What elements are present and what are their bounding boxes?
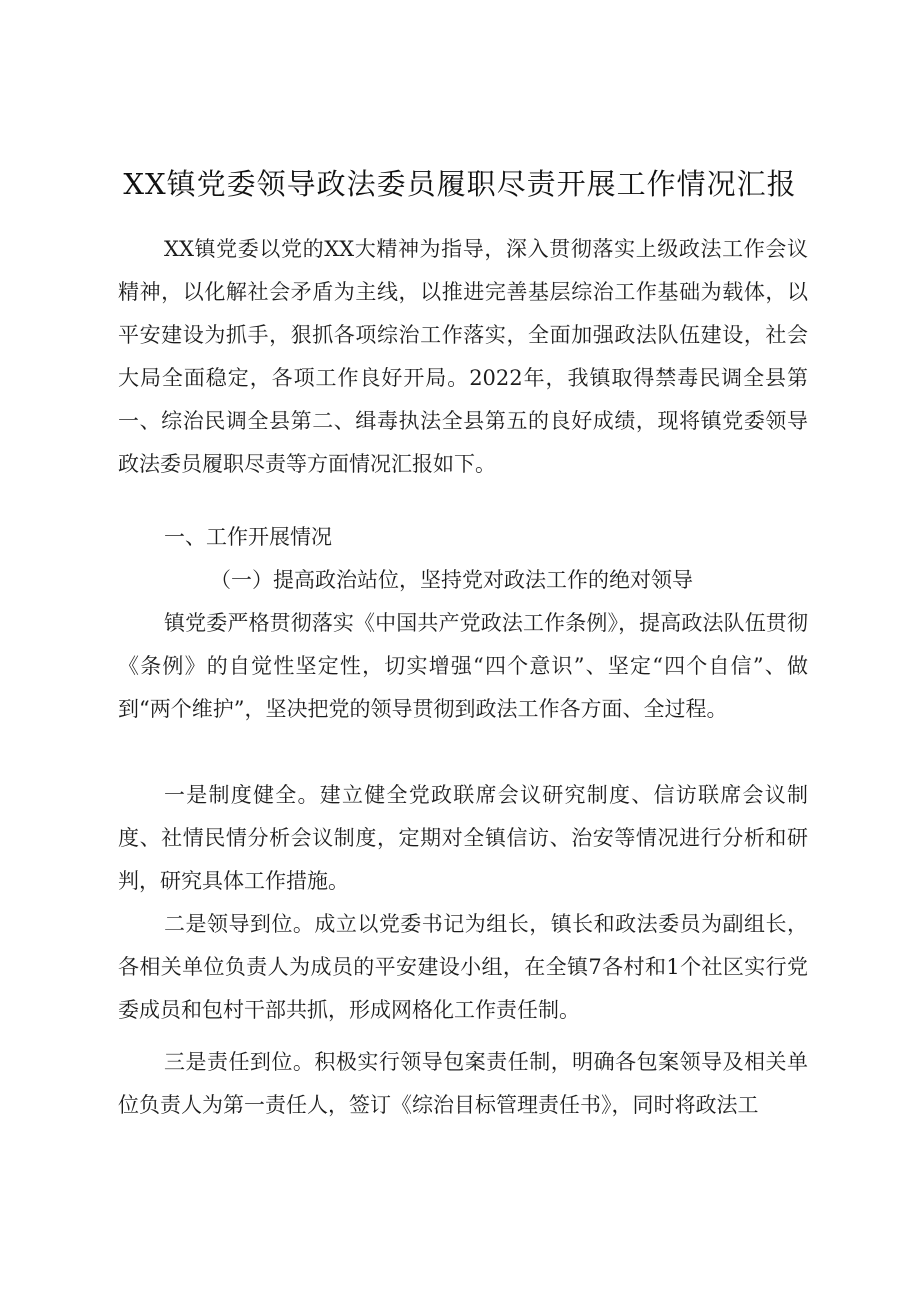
- paragraph-responsibility: 三是责任到位。积极实行领导包案责任制，明确各包案领导及相关单位负责人为第一责任人，签订《综治目标管理责任书》，同时将政法工: [118, 1050, 808, 1117]
- paragraph-leadership: 镇党委严格贯彻落实《中国共产党政法工作条例》，提高政法队伍贯彻《条例》的自觉性坚定性，切实增强“四个意识”、坚定“四个自信”、做到“两个维护”，坚决把党的领导贯彻到政法工作各方面、全过程。: [118, 611, 808, 721]
- document-title: XX镇党委领导政法委员履职尽责开展工作情况汇报: [123, 167, 797, 201]
- intro-paragraph: XX镇党委以党的XX大精神为指导，深入贯彻落实上级政法工作会议精神，以化解社会矛盾为主线，以推进完善基层综治工作基础为载体，以平安建设为抓手，狠抓各项综治工作落实，全面加强政法队伍建设，社会大局全面稳定，各项工作良好开局。2022年，我镇取得禁毒民调全县第一、综治民调全县第二、缉毒执法全县第五的良好成绩，现将镇党委领导政法委员履职尽责等方面情况汇报如下。: [118, 237, 808, 476]
- paragraph-system: 一是制度健全。建立健全党政联席会议研究制度、信访联席会议制度、社情民情分析会议制度，定期对全镇信访、治安等情况进行分析和研判，研究具体工作措施。: [118, 783, 808, 893]
- section-heading: 一、工作开展情况: [164, 525, 332, 549]
- subsection-heading: （一）提高政治站位，坚持党对政法工作的绝对领导: [210, 568, 693, 592]
- paragraph-leaders-in-place: 二是领导到位。成立以党委书记为组长，镇长和政法委员为副组长，各相关单位负责人为成员的平安建设小组，在全镇7各村和1个社区实行党委成员和包村干部共抓，形成网格化工作责任制。: [118, 912, 808, 1022]
